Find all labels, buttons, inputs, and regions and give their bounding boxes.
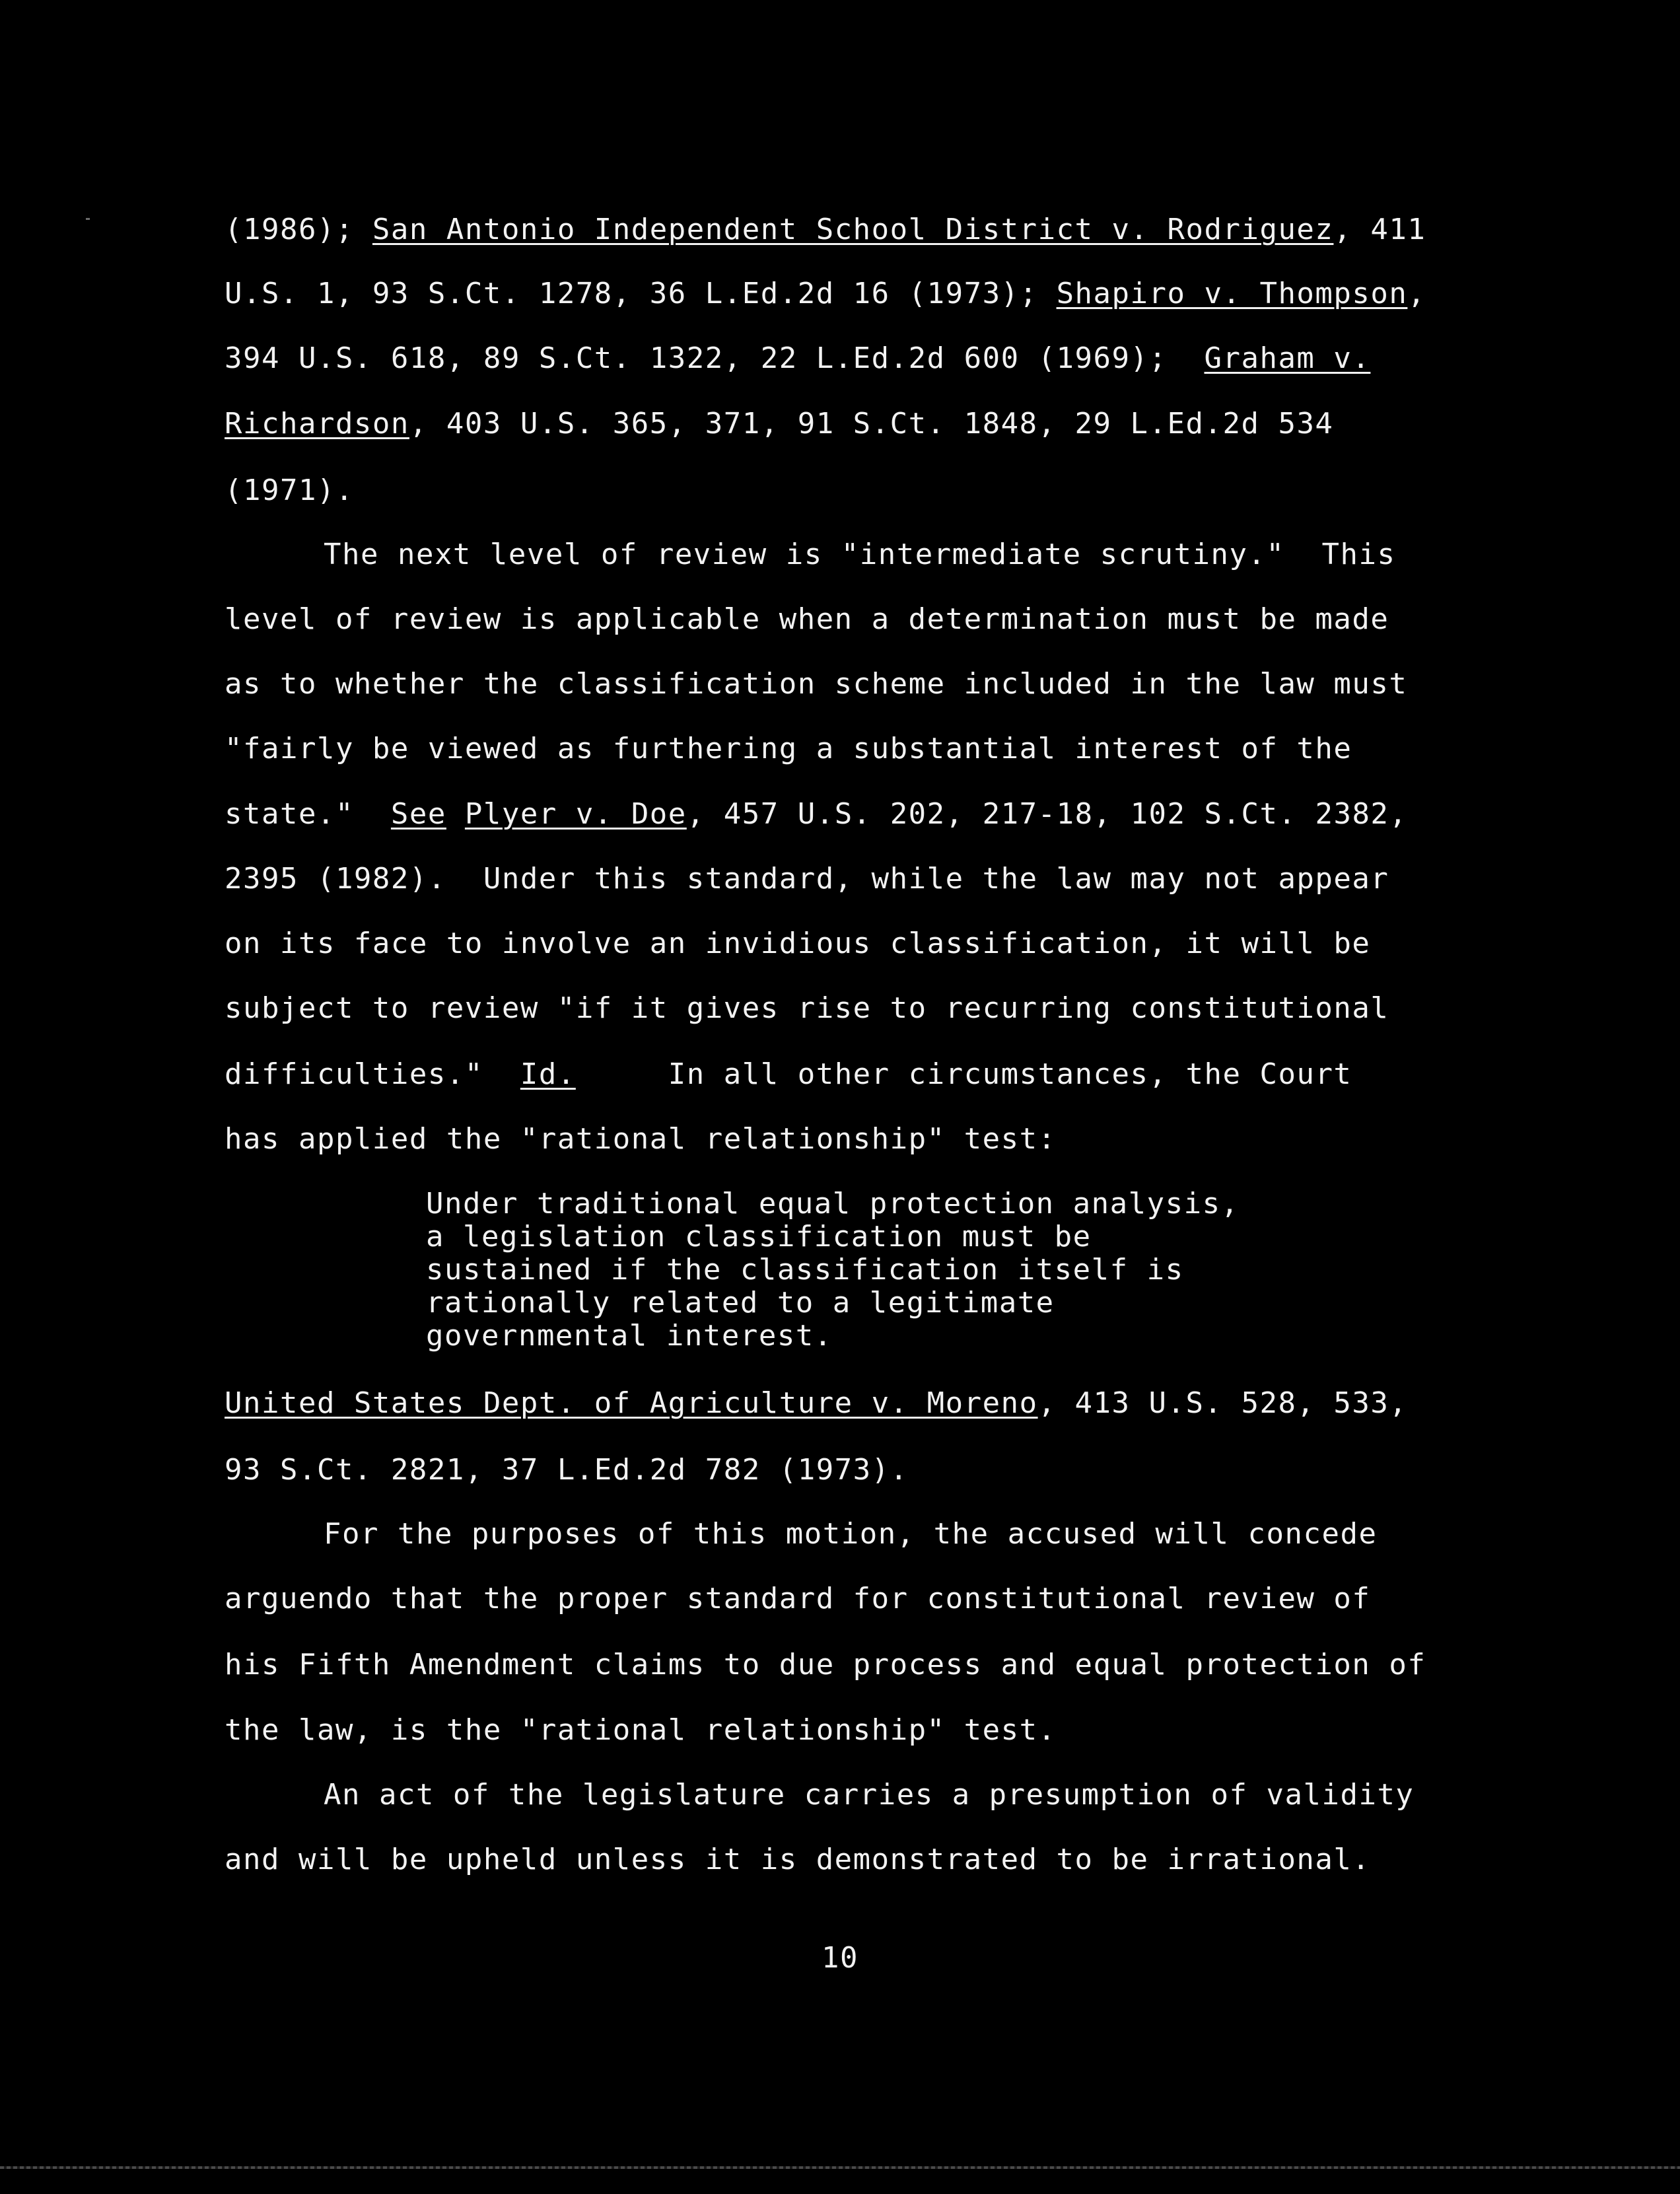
text-line: on its face to involve an invidious classification, it will be: [225, 927, 1371, 960]
text-line: U.S. 1, 93 S.Ct. 1278, 36 L.Ed.2d 16 (1973); Shapiro v. Thompson,: [225, 277, 1426, 310]
block-quote-line: governmental interest.: [426, 1319, 833, 1353]
text-line: (1986); San Antonio Independent School District v. Rodriguez, 411: [225, 213, 1426, 246]
block-quote-line: rationally related to a legitimate: [426, 1286, 1055, 1320]
block-quote-line: a legislation classification must be: [426, 1220, 1092, 1254]
scan-edge-line: [0, 2166, 1680, 2169]
text-line: and will be upheld unless it is demonstrated to be irrational.: [225, 1843, 1371, 1876]
page-number: 10: [822, 1941, 858, 1975]
case-citation: United States Dept. of Agriculture v. Moreno: [225, 1386, 1038, 1420]
text-line: subject to review "if it gives rise to recurring constitutional: [225, 991, 1389, 1025]
text-line: difficulties." Id. In all other circumstances, the Court: [225, 1057, 1352, 1091]
text-line: has applied the "rational relationship" test:: [225, 1122, 1057, 1156]
text-line: level of review is applicable when a determination must be made: [225, 602, 1389, 636]
text-line: his Fifth Amendment claims to due process and equal protection of: [225, 1648, 1426, 1681]
block-quote: [426, 1187, 1240, 1353]
block-quote-line: sustained if the classification itself is: [426, 1253, 1184, 1287]
text-line: 394 U.S. 618, 89 S.Ct. 1322, 22 L.Ed.2d 600 (1969); Graham v.: [225, 341, 1371, 375]
text-line: Richardson, 403 U.S. 365, 371, 91 S.Ct. 1848, 29 L.Ed.2d 534: [225, 407, 1334, 441]
case-citation: Richardson: [225, 407, 409, 441]
signal-see: See: [390, 797, 446, 831]
text-line: (1971).: [225, 474, 354, 507]
case-citation: San Antonio Independent School District v. Rodriguez: [372, 213, 1334, 246]
paragraph-start: For the purposes of this motion, the accused will concede: [324, 1517, 1378, 1551]
text-line: the law, is the "rational relationship" test.: [225, 1713, 1057, 1747]
citation-id: Id.: [520, 1057, 576, 1091]
paragraph-start: An act of the legislature carries a presumption of validity: [324, 1778, 1415, 1812]
text-line: as to whether the classification scheme included in the law must: [225, 667, 1408, 701]
block-quote-line: Under traditional equal protection analysis,: [426, 1187, 1240, 1221]
case-citation: Plyer v. Doe: [464, 797, 687, 831]
case-citation: Shapiro v. Thompson: [1056, 277, 1408, 310]
scan-speck: [86, 218, 90, 220]
text-line: arguendo that the proper standard for constitutional review of: [225, 1582, 1371, 1615]
text-line: United States Dept. of Agriculture v. Moreno, 413 U.S. 528, 533,: [225, 1386, 1408, 1420]
text-line: 93 S.Ct. 2821, 37 L.Ed.2d 782 (1973).: [225, 1453, 909, 1487]
text-line: state." See Plyer v. Doe, 457 U.S. 202, 217-18, 102 S.Ct. 2382,: [225, 797, 1408, 831]
case-citation: Graham v.: [1204, 341, 1371, 375]
paragraph-start: The next level of review is "intermediate scrutiny." This: [324, 538, 1396, 571]
text-line: 2395 (1982). Under this standard, while the law may not appear: [225, 862, 1389, 896]
text-line: "fairly be viewed as furthering a substantial interest of the: [225, 732, 1352, 765]
